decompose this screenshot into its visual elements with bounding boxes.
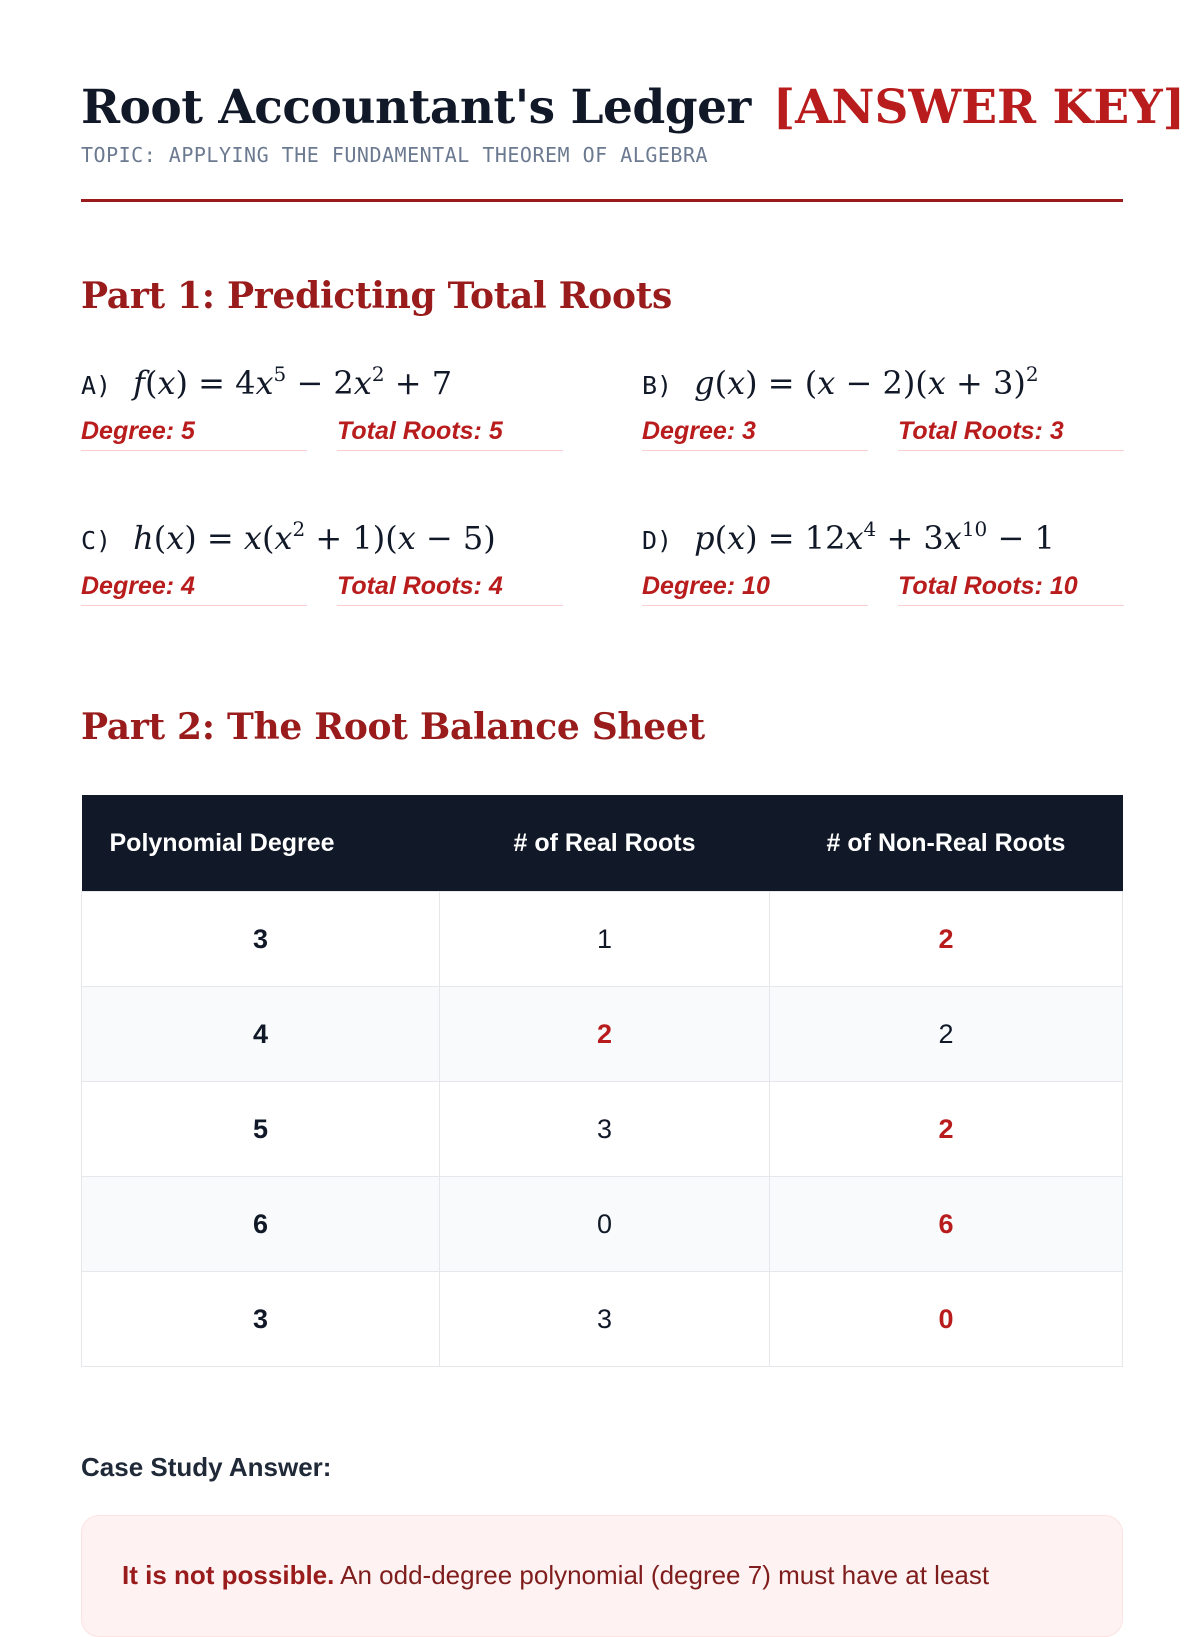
cell-nonreal: 2 (770, 987, 1123, 1082)
answer-key-badge: [ANSWER KEY] (772, 80, 1185, 135)
problem-label: A) (81, 371, 112, 400)
problem-b (642, 364, 1142, 452)
problem-label: B) (642, 371, 673, 400)
table-row (82, 1272, 1123, 1367)
cell-real: 0 (440, 1177, 770, 1272)
problem-label: D) (642, 526, 673, 555)
title-row (81, 80, 1185, 135)
cell-real-answer: 2 (440, 987, 770, 1082)
part1-heading: Part 1: Predicting Total Roots (81, 275, 672, 317)
case-study-lead: It is not possible. (122, 1560, 335, 1590)
problem-a (81, 364, 581, 452)
case-study-text (122, 1560, 989, 1591)
cell-degree: 3 (82, 1272, 440, 1367)
cell-degree: 6 (82, 1177, 440, 1272)
problem-d (642, 519, 1142, 607)
cell-real: 3 (440, 1272, 770, 1367)
header-divider (81, 199, 1123, 202)
cell-real: 3 (440, 1082, 770, 1177)
total-roots-answer: Total Roots: 10 (898, 567, 1124, 606)
part2-heading: Part 2: The Root Balance Sheet (81, 706, 705, 748)
polynomial-expression: $h(x) = x(x^2 + 1)(x - 5)$ (133, 517, 496, 557)
total-roots-answer: Total Roots: 5 (337, 412, 563, 451)
col-header-nonreal: # of Non-Real Roots (770, 795, 1123, 892)
root-balance-table (81, 795, 1123, 1367)
polynomial-expression: $g(x) = (x - 2)(x + 3)^2$ (694, 362, 1039, 402)
col-header-degree: Polynomial Degree (82, 795, 440, 892)
cell-degree: 5 (82, 1082, 440, 1177)
polynomial-expression: $f(x) = 4x^5 - 2x^2 + 7$ (133, 362, 453, 402)
cell-real: 1 (440, 892, 770, 987)
cell-nonreal-answer: 0 (770, 1272, 1123, 1367)
polynomial-expression: $p(x) = 12x^4 + 3x^{10} - 1$ (694, 517, 1055, 557)
cell-nonreal-answer: 6 (770, 1177, 1123, 1272)
topic-line: TOPIC: APPLYING THE FUNDAMENTAL THEOREM OF ALGEBRA (81, 143, 709, 167)
case-study-body: An odd-degree polynomial (degree 7) must have at least (334, 1560, 990, 1590)
total-roots-answer: Total Roots: 3 (898, 412, 1124, 451)
cell-degree: 4 (82, 987, 440, 1082)
table-row (82, 987, 1123, 1082)
degree-answer: Degree: 5 (81, 412, 307, 451)
table-row (82, 892, 1123, 987)
degree-answer: Degree: 3 (642, 412, 868, 451)
cell-nonreal-answer: 2 (770, 1082, 1123, 1177)
cell-nonreal-answer: 2 (770, 892, 1123, 987)
case-study-answer-box (81, 1515, 1123, 1637)
degree-answer: Degree: 10 (642, 567, 868, 606)
case-study-label: Case Study Answer: (81, 1452, 332, 1482)
degree-answer: Degree: 4 (81, 567, 307, 606)
problem-label: C) (81, 526, 112, 555)
total-roots-answer: Total Roots: 4 (337, 567, 563, 606)
table-row (82, 1082, 1123, 1177)
page-title: Root Accountant's Ledger (81, 80, 751, 135)
cell-degree: 3 (82, 892, 440, 987)
table-header-row (82, 795, 1123, 892)
table-row (82, 1177, 1123, 1272)
col-header-real: # of Real Roots (440, 795, 770, 892)
problem-c (81, 519, 581, 607)
